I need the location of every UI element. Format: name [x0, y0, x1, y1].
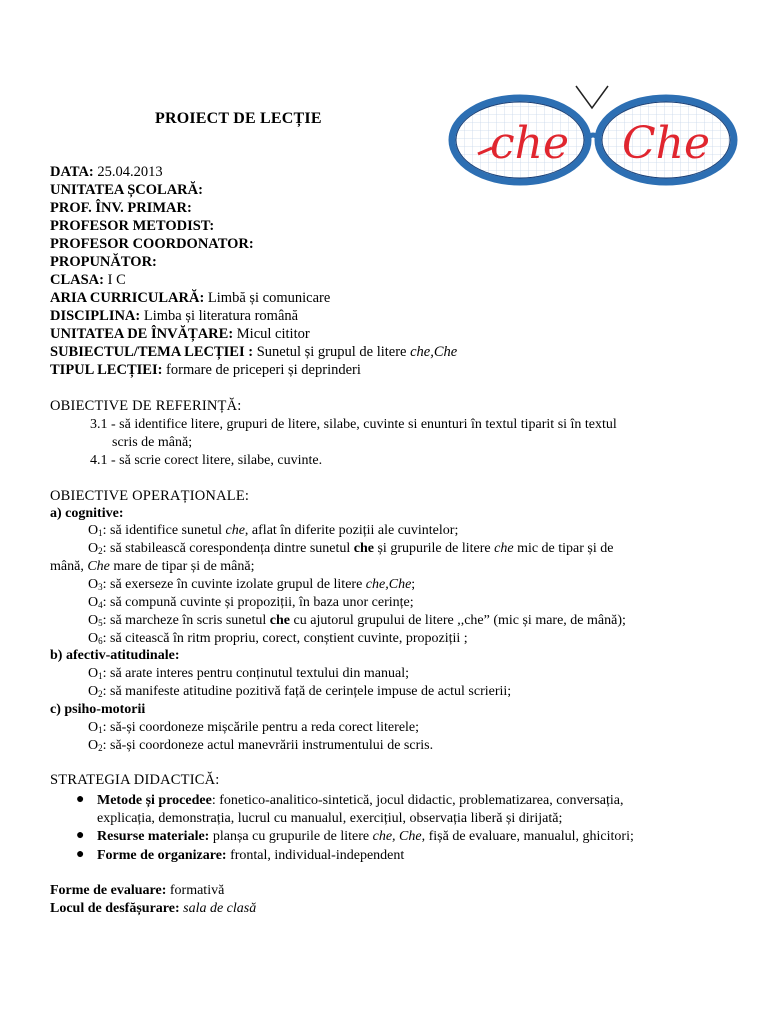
header-unitatea-scolara: UNITATEA ȘCOLARĂ: [50, 182, 203, 198]
cognitive-o5: $O_5$: să marcheze în scris sunetul che cu ajutorul grupului de litere ,,che” (mic și mare, de mână); [88, 613, 626, 628]
cognitive-o6: $O_6$: să citească în ritm propriu, corect, conștient cuvinte, propoziții ; [88, 631, 468, 646]
cognitive-o2: $O_2$: să stabilească corespondența dintre sunetul che și grupurile de litere che mic de tipar și de [88, 541, 614, 556]
psiho-o2: $O_2$: să-și coordoneze actul manevrării instrumentului de scris. [88, 738, 434, 753]
forme-evaluare: Forme de evaluare: formativă [50, 883, 225, 898]
header-profesor-coordonator: PROFESOR COORDONATOR: [50, 236, 254, 252]
logo-left-text: che [490, 118, 570, 169]
locul-desfasurare: Locul de desfășurare: sala de clasă [50, 901, 257, 916]
page-title: PROIECT DE LECȚIE [155, 110, 322, 127]
che-logo-image [448, 82, 738, 190]
obiectiv-referinta-4-1: 4.1 - să scrie corect litere, silabe, cuvinte. [90, 453, 323, 468]
subsection-psiho-motorii: c) psiho-motorii [50, 702, 146, 717]
header-subiectul: SUBIECTUL/TEMA LECȚIEI : Sunetul și grupul de litere che,Che [50, 344, 458, 360]
cognitive-o3: $O_3$: să exerseze în cuvinte izolate grupul de litere che,Che; [88, 577, 416, 592]
header-unitatea-invatare: UNITATEA DE ÎNVĂȚARE: Micul cititor [50, 326, 310, 342]
section-strategia-didactica: STRATEGIA DIDACTICĂ: [50, 772, 220, 788]
strategia-forme: Forme de organizare: frontal, individual-independent [97, 848, 405, 863]
header-data: DATA: 25.04.2013 [50, 164, 163, 180]
strategia-resurse: Resurse materiale: planșa cu grupurile de litere che, Che, fișă de evaluare, manualul, ghicitori; [97, 829, 634, 844]
header-propunator: PROPUNĂTOR: [50, 254, 157, 270]
strategia-metode: Metode și procedee: fonetico-analitico-sintetică, jocul didactic, problematizarea, conversația, [97, 793, 624, 808]
logo-right-text: Che [622, 118, 711, 169]
bullet-icon: ● [76, 847, 85, 862]
header-profesor-metodist: PROFESOR METODIST: [50, 218, 215, 234]
header-prof-inv-primar: PROF. ÎNV. PRIMAR: [50, 200, 192, 216]
cognitive-o2-cont: mână, Che mare de tipar și de mână; [50, 559, 255, 574]
header-clasa: CLASA: I C [50, 272, 126, 288]
afectiv-o1: $O_1$: să arate interes pentru conținutul textului din manual; [88, 666, 409, 681]
obiectiv-referinta-3-1: 3.1 - să identifice litere, grupuri de litere, silabe, cuvinte si enunturi în textul tiparit si în textul [90, 417, 617, 432]
subsection-cognitive: a) cognitive: [50, 506, 124, 521]
header-tipul-lectiei: TIPUL LECȚIEI: formare de priceperi și deprinderi [50, 362, 361, 378]
section-obiective-operationale: OBIECTIVE OPERAȚIONALE: [50, 488, 250, 504]
cognitive-o1: $O_1$: să identifice sunetul che, aflat în diferite poziții ale cuvintelor; [88, 523, 459, 538]
bullet-icon: ● [76, 792, 85, 807]
subsection-afectiv: b) afectiv-atitudinale: [50, 648, 180, 663]
cognitive-o4: $O_4$: să compună cuvinte și propoziții, în baza unor cerințe; [88, 595, 414, 610]
psiho-o1: $O_1$: să-și coordoneze mișcările pentru a reda corect literele; [88, 720, 420, 735]
section-obiective-referinta: OBIECTIVE DE REFERINȚĂ: [50, 398, 242, 414]
afectiv-o2: $O_2$: să manifeste atitudine pozitivă față de cerințele impuse de actul scrierii; [88, 684, 512, 699]
header-disciplina: DISCIPLINA: Limba și literatura română [50, 308, 299, 324]
obiectiv-referinta-3-1-cont: scris de mână; [112, 435, 193, 450]
strategia-metode-cont: explicația, demonstrația, lucrul cu manualul, exercițiul, observația liberă și dirijată; [97, 811, 563, 826]
header-aria-curriculara: ARIA CURRICULARĂ: Limbă și comunicare [50, 290, 331, 306]
bullet-icon: ● [76, 828, 85, 843]
